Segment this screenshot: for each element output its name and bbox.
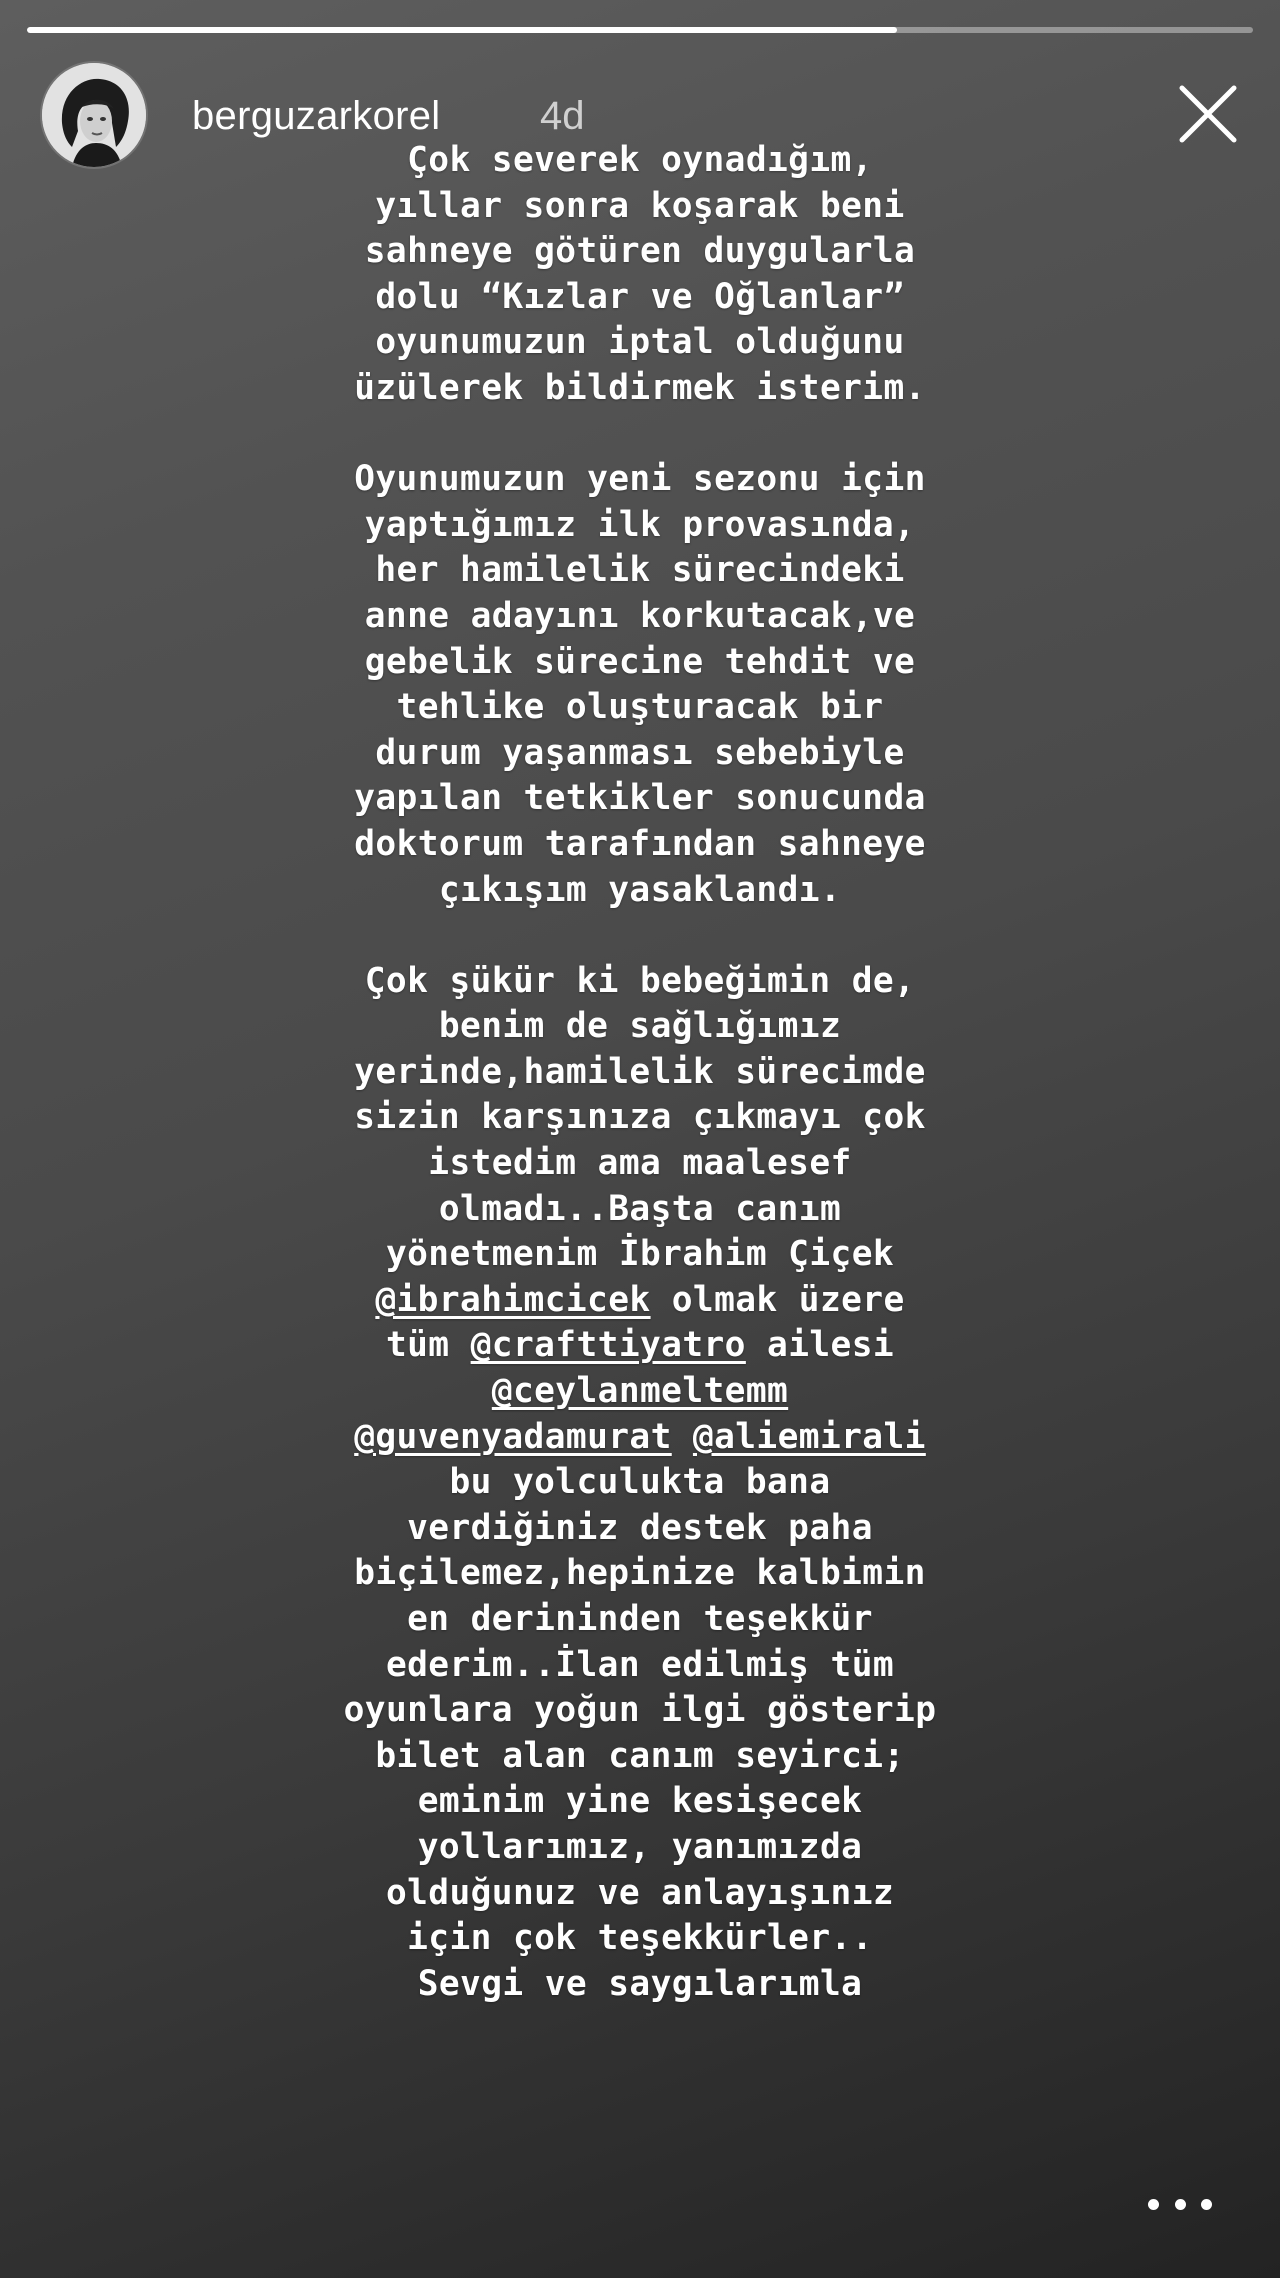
story-text-line: tehlike oluşturacak bir [396,687,884,728]
story-text-line [200,1415,1080,1461]
story-text-line: çıkışım yasaklandı. [438,869,842,910]
story-text [200,138,1080,2007]
story-text-line: oyunlara yoğun ilgi gösterip [343,1690,937,1731]
more-options-button[interactable] [1148,2190,1212,2218]
story-text-line: üzülerek bildirmek isterim. [354,367,926,408]
story-text-line: gebelik sürecine tehdit ve [364,641,916,682]
story-text-line: ederim..İlan edilmiş tüm [385,1644,895,1685]
avatar[interactable] [42,63,146,167]
mention-link[interactable]: @ibrahimcicek [375,1279,651,1320]
story-text-line: doktorum tarafından sahneye [354,823,926,864]
story-text-line: istedim ama maalesef [428,1143,852,1184]
story-text-line: yönetmenim İbrahim Çiçek [385,1234,895,1275]
story-text-line [200,1278,1080,1324]
story-text-line: bu yolculukta bana [449,1462,831,1503]
story-text-line: her hamilelik sürecindeki [375,550,905,591]
profile-photo-icon [42,63,146,167]
story-text-fragment: tüm [385,1325,471,1366]
close-icon [1176,82,1240,146]
story-text-line: benim de sağlığımız [438,1006,842,1047]
story-text-line: yıllar sonra koşarak beni [375,185,905,226]
story-progress-fill [27,27,897,33]
more-dot-icon [1175,2199,1186,2210]
story-text-line: yollarımız, yanımızda [417,1826,863,1867]
story-text-line: Çok severek oynadığım, [407,140,873,180]
mention-link[interactable]: @ceylanmeltemm [491,1371,789,1412]
story-text-line: olmadı..Başta canım [438,1188,842,1229]
story-text-line: sahneye götüren duygularla [364,231,916,272]
story-text-line [200,1323,1080,1369]
story-text-line: en derininden teşekkür [407,1599,873,1639]
story-text-line [200,913,1080,959]
story-text-line: biçilemez,hepinize kalbimin [354,1553,926,1594]
story-text-line: eminim yine kesişecek [417,1781,863,1822]
story-text-line: dolu “Kızlar ve Oğlanlar” [375,276,905,317]
mention-link[interactable]: @crafttiyatro [470,1325,746,1366]
story-text-line: yerinde,hamilelik sürecimde [354,1051,926,1092]
story-text-line: oyunumuzun iptal olduğunu [375,322,905,363]
story-text-line: Oyunumuzun yeni sezonu için [354,459,926,500]
story-progress-bar [27,27,1253,33]
story-text-line: yaptığımız ilk provasında, [364,504,916,545]
story-text-line: durum yaşanması sebebiyle [375,732,905,773]
story-text-line: yapılan tetkikler sonucunda [354,778,926,819]
story-text-fragment: ailesi [745,1325,895,1366]
story-text-line: olduğunuz ve anlayışınız [385,1872,895,1913]
more-dot-icon [1148,2199,1159,2210]
username[interactable]: berguzarkorel [192,94,441,138]
story-text-line: Çok şükür ki bebeğimin de, [364,960,916,1001]
more-dot-icon [1201,2199,1212,2210]
story-timestamp: 4d [540,94,585,138]
mention-link[interactable]: @aliemirali [692,1416,926,1457]
story-text-line: sizin karşınıza çıkmayı çok [354,1097,926,1138]
story-text-line: bilet alan canım seyirci; [375,1735,905,1776]
story-text-line: için çok teşekkürler.. [407,1918,873,1959]
story-text-line [200,1369,1080,1415]
story-text-fragment: olmak üzere [650,1279,905,1320]
mention-link[interactable]: @guvenyadamurat [354,1416,672,1457]
story-text-line [200,412,1080,458]
story-text-line: verdiğiniz destek paha [407,1507,873,1548]
story-text-fragment [672,1417,693,1457]
story-text-line: anne adayını korkutacak,ve [364,595,916,636]
story-text-line: Sevgi ve saygılarımla [417,1963,863,2004]
close-button[interactable] [1176,82,1240,146]
